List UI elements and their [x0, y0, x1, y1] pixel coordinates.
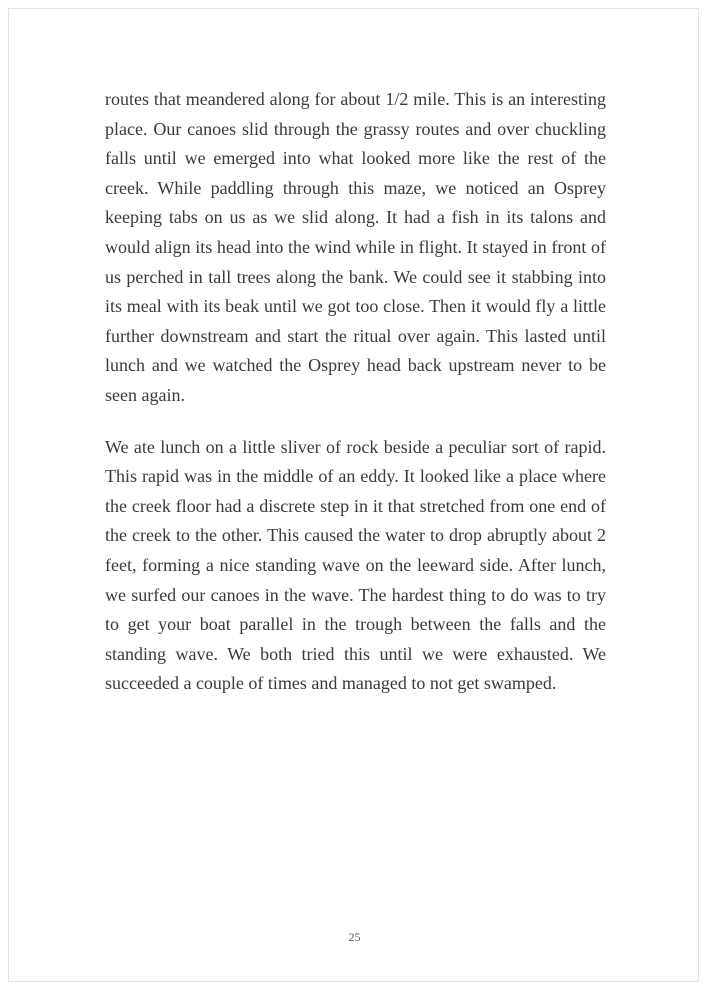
- document-page: [8, 8, 699, 982]
- page-number: 25: [348, 930, 361, 944]
- text-block: [105, 85, 606, 721]
- paragraph-osprey: routes that meandered along for about 1/2 mile. This is an interesting place. Our canoes slid through the grassy routes and over chuckling falls until we emerged into what looked more like the rest of the creek. While paddling through this maze, we noticed an Osprey keeping tabs on us as we slid along. It had a fish in its talons and would align its head into the wind while in flight. It stayed in front of us perched in tall trees along the bank. We could see it stabbing into its meal with its beak until we got too close. Then it would fly a little further downstream and start the ritual over again. This lasted until lunch and we watched the Osprey head back upstream never to be seen again.: [105, 89, 606, 405]
- paragraph-lunch-rapid: We ate lunch on a little sliver of rock beside a peculiar sort of rapid. This rapid was in the middle of an eddy. It looked like a place where the creek floor had a discrete step in it that stretched from one end of the creek to the other. This caused the water to drop abruptly about 2 feet, forming a nice standing wave on the leeward side. After lunch, we surfed our canoes in the wave. The hardest thing to do was to try to get your boat parallel in the trough between the falls and the standing wave. We both tried this until we were exhausted. We succeeded a couple of times and managed to not get swamped.: [105, 436, 606, 694]
